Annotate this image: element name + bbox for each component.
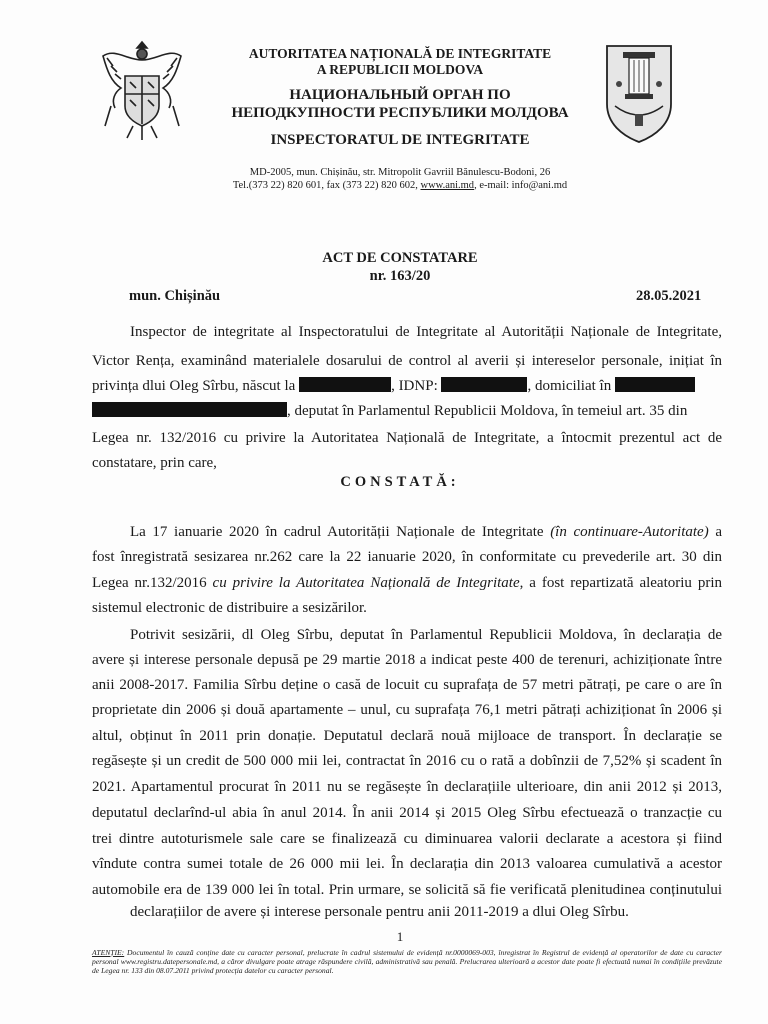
footnote-text: Documentul în cauză conține date cu caracter personal, prelucrate în cadrul sistemului de evidență nr.0000069-003, înregistrat în Registrul de evidență al operatorilor de date cu caracter personal www.registru.datepersonale.md, a căror divulgare poate atrage răspundere civilă, administrativă sau penală. Prelucrarea ulterioară a acestor date poate fi efectuată numai în condițiile prevăzute de Legea nr. 133 din 08.07.2011 privind protecția datelor cu caracter personal. xyxy=(92,948,722,975)
footnote xyxy=(92,948,722,975)
intro-text: , domiciliat în xyxy=(527,378,612,394)
p1-line-3 xyxy=(92,573,722,593)
section-heading: CONSTATĂ: xyxy=(340,474,460,490)
document-title: ACT DE CONSTATARE xyxy=(322,250,478,266)
intro-text: , IDNP: xyxy=(391,378,438,394)
p2-line-3: anii 2008-2017. Familia Sîrbu deține o casă de locuit cu suprafața de 57 metri pătrați, pe care o are în xyxy=(92,677,722,693)
p1-text: a xyxy=(708,524,722,540)
email-text: , e-mail: info@ani.md xyxy=(474,180,568,191)
agency-emblem-icon xyxy=(605,44,673,144)
p1-line-4: sistemul electronic de distribuire a sesizărilor. xyxy=(92,600,367,616)
intro-line-2: Victor Rența, examinând materialele dosarului de control al averii și intereselor personale, inițiat în xyxy=(92,353,722,369)
redacted-birthdate xyxy=(299,377,391,392)
p2-line-10: vîndute contra sumei totale de 26 000 mii lei. În declarația din 2013 valoarea cumulativă a acestor xyxy=(92,856,722,872)
website-link[interactable]: www.ani.md xyxy=(420,180,475,191)
p2-line-12: declarațiilor de avere și interese personale pentru anii 2011-2019 a dlui Oleg Sîrbu. xyxy=(130,904,629,920)
p2-line-4: proprietate din 2006 și două apartamente – unul, cu suprafața 76,1 metri pătrați achiziționat în 2006 și xyxy=(92,702,722,718)
p1-line-2: fost înregistrată sesizarea nr.262 care la 22 ianuarie 2020, în conformitate cu prevederile art. 30 din xyxy=(92,549,722,565)
p2-line-9: trei dintre autoturismele sale care se finalizează cu diminuarea valorii declarate a acestora și fiind xyxy=(92,831,722,847)
org-name-ru-line1: НАЦИОНАЛЬНЫЙ ОРГАН ПО xyxy=(289,87,511,103)
document-number: nr. 163/20 xyxy=(369,268,431,284)
inspectorate-name: INSPECTORATUL DE INTEGRITATE xyxy=(270,132,530,148)
org-name-ro-line1: AUTORITATEA NAȚIONALĂ DE INTEGRITATE xyxy=(248,46,552,61)
intro-text: privința dlui Oleg Sîrbu, născut la xyxy=(92,378,296,394)
contact-line xyxy=(160,180,640,191)
intro-text: , deputat în Parlamentul Republicii Moldova, în temeiul art. 35 din xyxy=(287,403,688,419)
p1-line-1 xyxy=(130,522,722,542)
org-name-ro-line2: A REPUBLICII MOLDOVA xyxy=(316,62,484,77)
document-date: 28.05.2021 xyxy=(636,288,702,304)
p2-line-6: regăsește și un credit de 500 000 mii lei, contractat în 2016 cu o rată a dobînzii de 7,52% și scadent în xyxy=(92,753,722,769)
footnote-label: ATENȚIE: xyxy=(92,948,125,957)
p2-line-11: automobile era de 139 000 lei în total. Prin urmare, se solicită să fie verificată plenitudinea conținutului xyxy=(92,882,722,898)
p1-text: La 17 ianuarie 2020 în cadrul Autorității Naționale de Integritate xyxy=(130,524,551,540)
p1-text: Legea nr.132/2016 xyxy=(92,575,213,591)
redacted-address-cont xyxy=(92,402,287,417)
intro-line-4 xyxy=(92,401,722,421)
document-place: mun. Chișinău xyxy=(129,288,221,304)
p1-text: , a fost repartizată aleatoriu prin xyxy=(519,575,722,591)
p2-line-2: avere și interese personale depusă pe 29 martie 2018 a indicat peste 400 de terenuri, achiziționate între xyxy=(92,652,722,668)
org-name-ru-line2: НЕПОДКУПНОСТИ РЕСПУБЛИКИ МОЛДОВА xyxy=(231,105,569,121)
intro-line-5: Legea nr. 132/2016 cu privire la Autoritatea Națională de Integritate, a întocmit prezentul act de xyxy=(92,430,722,446)
intro-line-3 xyxy=(92,376,722,396)
p2-line-5: altul, obținut în 2011 prin donație. Deputatul declară nouă mijloace de transport. În declarație se xyxy=(92,728,722,744)
redacted-idnp xyxy=(441,377,527,392)
page-number: 1 xyxy=(396,929,404,944)
p2-line-1: Potrivit sesizării, dl Oleg Sîrbu, deputat în Parlamentul Republicii Moldova, în declarația de xyxy=(130,627,722,643)
address-line: MD-2005, mun. Chișinău, str. Mitropolit Gavriil Bănulescu-Bodoni, 26 xyxy=(249,167,551,178)
coat-of-arms-icon xyxy=(97,36,187,142)
intro-line-1: Inspector de integritate al Inspectoratului de Integritate al Autorității Naționale de Integritate, xyxy=(130,324,722,340)
redacted-address xyxy=(615,377,695,392)
p1-italic: (în continuare-Autoritate) xyxy=(550,524,709,540)
phone-fax: Tel.(373 22) 820 601, fax (373 22) 820 602, xyxy=(232,180,421,191)
p2-line-7: 2021. Apartamentul procurat în 2011 nu se regăsește în declarațiile ulterioare, din anii 2012 și 2013, xyxy=(92,779,722,795)
intro-line-6: constatare, prin care, xyxy=(92,455,217,471)
p2-line-8: deputatul declarînd-ul abia în anul 2014. În anii 2014 și 2015 Oleg Sîrbu efectuează o tranzacție cu xyxy=(92,805,722,821)
p1-italic: cu privire la Autoritatea Națională de Integritate xyxy=(212,575,520,591)
